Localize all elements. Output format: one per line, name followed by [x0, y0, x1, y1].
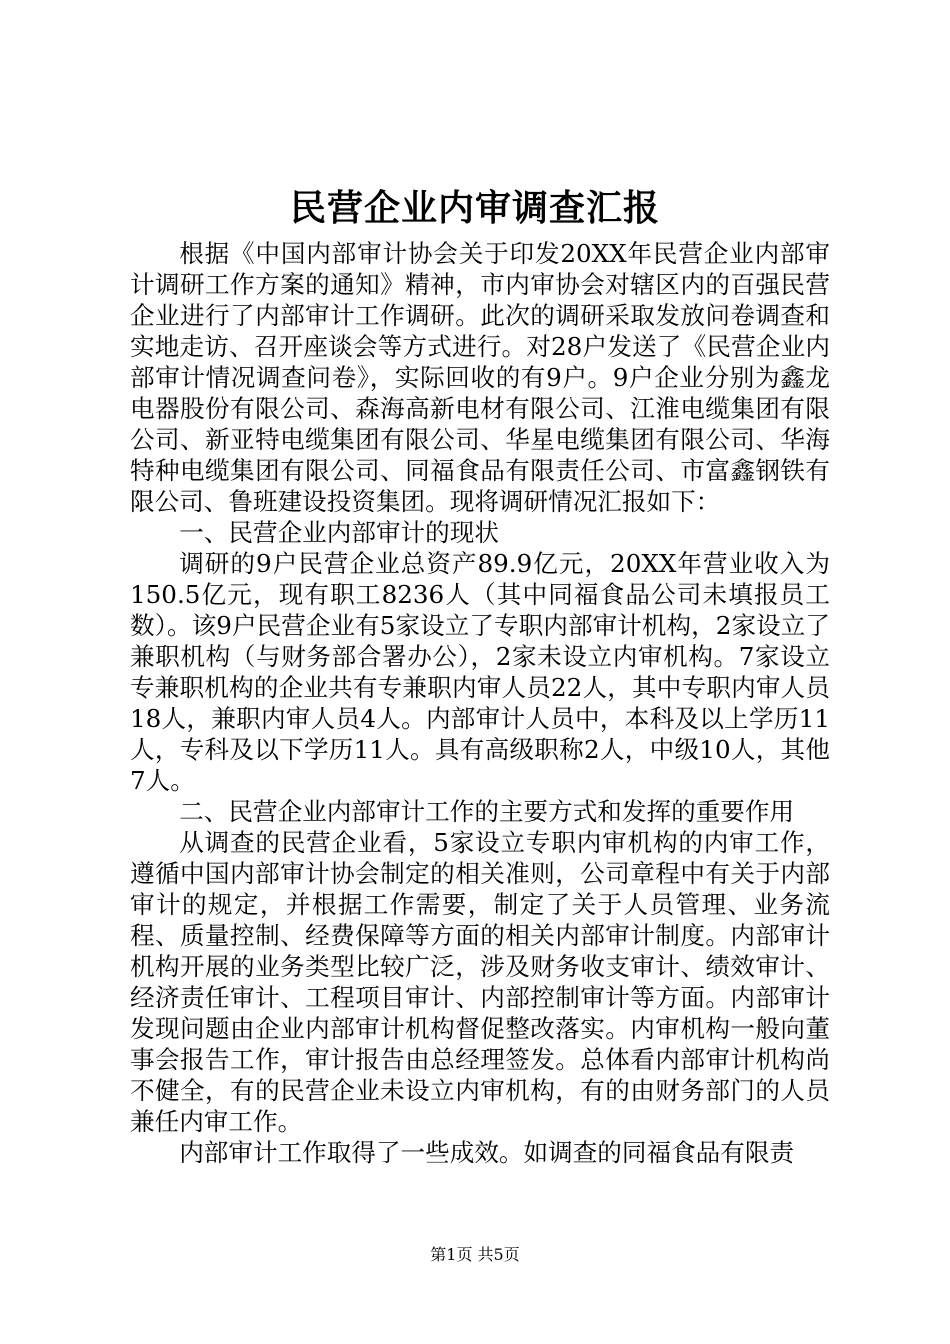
section-heading-1: 一、民营企业内部审计的现状	[179, 518, 499, 547]
page-number-footer: 第1页 共5页	[430, 1245, 520, 1264]
paragraph-status: 调研的9户民营企业总资产89.9亿元，20XX年营业收入为150.5亿元，现有职工8236人（其中同福食品公司未填报员工数）。该9户民营企业有5家设立了专职内部审计机构，2家设立了兼职机构（与财务部合署办公），2家未设立内审机构。7家设立专兼职机构的企业共有专兼职内审人员22人，其中专职内审人员18人，兼职内审人员4人。内部审计人员中，本科及以上学历11人，专科及以下学历11人。具有高级职称2人，中级10人，其他7人。	[130, 549, 830, 795]
paragraph-results: 内部审计工作取得了一些成效。如调查的同福食品有限责	[179, 1138, 795, 1167]
document-body	[130, 238, 830, 1168]
document-title: 民营企业内审调查汇报	[289, 187, 660, 229]
section-heading-2: 二、民营企业内部审计工作的主要方式和发挥的重要作用	[179, 797, 795, 826]
paragraph-intro: 根据《中国内部审计协会关于印发20XX年民营企业内部审计调研工作方案的通知》精神，市内审协会对辖区内的百强民营企业进行了内部审计工作调研。此次的调研采取发放问卷调查和实地走访、召开座谈会等方式进行。对28户发送了《民营企业内部审计情况调查问卷》，实际回收的有9户。9户企业分别为鑫龙电器股份有限公司、森海高新电材有限公司、江淮电缆集团有限公司、新亚特电缆集团有限公司、华星电缆集团有限公司、华海特种电缆集团有限公司、同福食品有限责任公司、市富鑫钢铁有限公司、鲁班建设投资集团。现将调研情况汇报如下：	[130, 239, 830, 516]
paragraph-methods: 从调查的民营企业看，5家设立专职内审机构的内审工作，遵循中国内部审计协会制定的相关准则，公司章程中有关于内部审计的规定，并根据工作需要，制定了关于人员管理、业务流程、质量控制、经费保障等方面的相关内部审计制度。内部审计机构开展的业务类型比较广泛，涉及财务收支审计、绩效审计、经济责任审计、工程项目审计、内部控制审计等方面。内部审计发现问题由企业内部审计机构督促整改落实。内审机构一般向董事会报告工作，审计报告由总经理签发。总体看内部审计机构尚不健全，有的民营企业未设立内审机构，有的由财务部门的人员兼任内审工作。	[130, 828, 830, 1136]
